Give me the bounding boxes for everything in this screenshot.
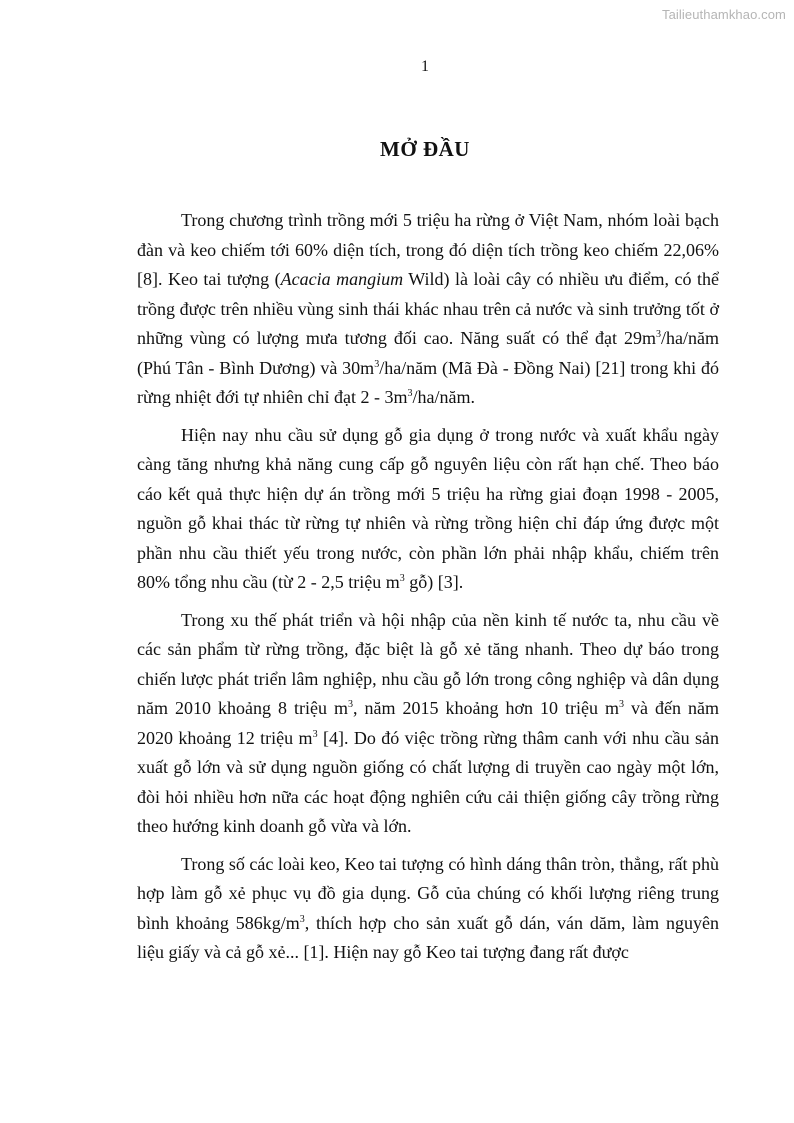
paragraph-4 (137, 850, 719, 968)
paragraph-1 (137, 206, 719, 413)
text-run: Trong chương trình trồng mới 5 triệu ha rừng ở Việt Nam, nhóm loài bạch đàn và keo chiếm tới 60% diện tích, trong đó diện tích trồng keo chiếm 22,06% [8]. Keo tai tượng ( (137, 210, 719, 289)
text-run: Trong số các loài keo, Keo tai tượng có hình dáng thân tròn, thẳng, rất phù hợp làm gỗ xẻ phục vụ đồ gia dụng. Gỗ của chúng có khối lượng riêng trung bình khoảng 586kg/m (137, 853, 719, 933)
superscript: 3 (312, 728, 318, 740)
superscript: 3 (619, 699, 625, 710)
text-run: /ha/năm. (412, 387, 475, 407)
superscript: 3 (407, 388, 413, 399)
species-name: Acacia mangium (280, 269, 404, 289)
watermark-text: Tailieuthamkhao.com (661, 7, 786, 22)
text-run: /ha/năm (Mã Đà - Đồng Nai) [21] trong khi đó rừng nhiệt đới tự nhiên chỉ đạt 2 - 3m (137, 357, 719, 407)
superscript: 3 (299, 913, 305, 925)
page-number: 1 (421, 58, 429, 75)
text-run: Trong xu thế phát triển và hội nhập của nền kinh tế nước ta, nhu cầu về các sản phẩm từ rừng trồng, đặc biệt là gỗ xẻ tăng nhanh. Theo dự báo trong chiến lược phát triển lâm nghiệp, nhu cầu gỗ lớn trong công nghiệp và dân dụng năm 2010 khoảng 8 triệu m (137, 609, 719, 718)
paragraph-3 (137, 606, 719, 842)
text-run: , thích hợp cho sản xuất gỗ dán, ván dăm, làm nguyên liệu giấy và cả gỗ xẻ... [1]. Hiện nay gỗ Keo tai tượng đang rất được (137, 912, 719, 962)
superscript: 3 (374, 358, 380, 370)
text-run: /ha/năm (Phú Tân - Bình Dương) và 30m (137, 328, 719, 378)
page-title: MỞ ĐẦU (380, 137, 470, 161)
text-run: [4]. Do đó việc trồng rừng thâm canh với nhu cầu sản xuất gỗ lớn và sử dụng nguồn giống có chất lượng di truyền cao ngày một lớn, đòi hỏi nhiều hơn nữa các hoạt động nghiên cứu cải thiện giống cây trồng rừng theo hướng kinh doanh gỗ vừa và lớn. (137, 727, 719, 836)
paragraph-2 (137, 421, 719, 598)
text-run: Hiện nay nhu cầu sử dụng gỗ gia dụng ở trong nước và xuất khẩu ngày càng tăng nhưng khả năng cung cấp gỗ nguyên liệu còn rất hạn chế. Theo báo cáo kết quả thực hiện dự án trồng mới 5 triệu ha rừng giai đoạn 1998 - 2005, nguồn gỗ khai thác từ rừng tự nhiên và rừng trồng hiện chỉ đáp ứng được một phần nhu cầu thiết yếu trong nước, còn phần lớn phải nhập khẩu, chiếm trên 80% tổng nhu cầu (từ 2 - 2,5 triệu m (137, 424, 719, 592)
superscript: 3 (656, 329, 662, 340)
text-run: và đến năm 2020 khoảng 12 triệu m (137, 698, 720, 748)
text-run: Wild) là loài cây có nhiều ưu điểm, có thể trồng được trên nhiều vùng sinh thái khác nhau trên cả nước và sinh trưởng tốt ở những vùng có lượng mưa tương đối cao. Năng suất có thể đạt 29m (137, 269, 719, 348)
superscript: 3 (348, 699, 353, 710)
superscript: 3 (399, 573, 405, 584)
text-run: gỗ) [3]. (404, 572, 464, 592)
text-run: , năm 2015 khoảng hơn 10 triệu m (353, 698, 620, 718)
document-body (137, 206, 719, 976)
